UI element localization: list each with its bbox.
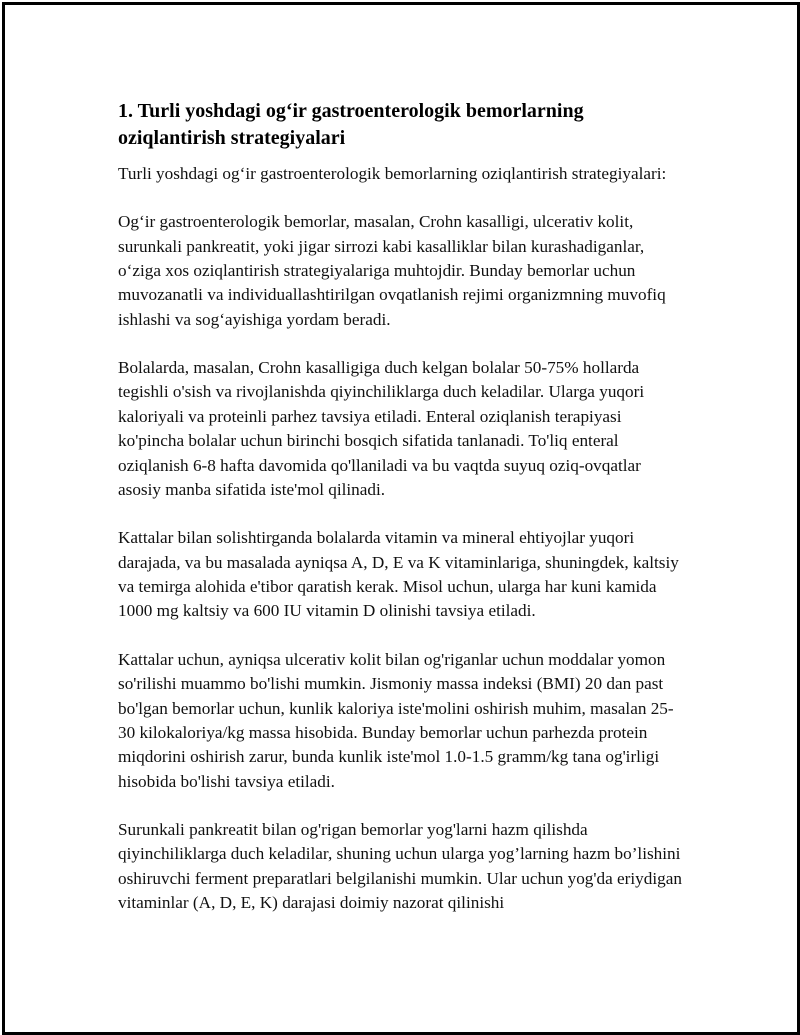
- document-page: [2, 2, 800, 1035]
- paragraph-adults: Kattalar uchun, ayniqsa ulcerativ kolit bilan og'riganlar uchun moddalar yomon so'rilishi muammo bo'lishi mumkin. Jismoniy massa indeksi (BMI) 20 dan past bo'lgan bemorlar uchun, kunlik kaloriya iste'molini oshirish muhim, masalan 25-30 kilokaloriya/kg massa hisobida. Bunday bemorlar uchun parhezda protein miqdorini oshirish zarur, bunda kunlik iste'mol 1.0-1.5 gramm/kg tana og'irligi hisobida bo'lishi tavsiya etiladi.: [118, 649, 674, 791]
- section-heading: 1. Turli yoshdagi og‘ir gastroenterologik bemorlarning oziqlantirish strategiyalari: [118, 100, 584, 149]
- paragraph-intro: Turli yoshdagi og‘ir gastroenterologik bemorlarning oziqlantirish strategiyalari:: [118, 164, 667, 183]
- paragraph-pancreatitis: Surunkali pankreatit bilan og'rigan bemorlar yog'larni hazm qilishda qiyinchiliklarga duch keladilar, shuning uchun ularga yog’larning hazm bo’lishini oshiruvchi ferment preparatlari belgilanishi mumkin. Ular uchun yog'da eriydigan vitaminlar (A, D, E, K) darajasi doimiy nazorat qilinishi: [118, 819, 682, 913]
- paragraph-overview: Og‘ir gastroenterologik bemorlar, masalan, Crohn kasalligi, ulcerativ kolit, surunkali pankreatit, yoki jigar sirrozi kabi kasalliklar bilan kurashadiganlar, o‘ziga xos oziqlantirish strategiyalariga muhtojdir. Bunday bemorlar uchun muvozanatli va individuallashtirilgan ovqatlanish rejimi organizmning muvofiq ishlashi va sog‘ayishiga yordam beradi.: [118, 212, 666, 329]
- paragraph-children: Bolalarda, masalan, Crohn kasalligiga duch kelgan bolalar 50-75% hollarda tegishli o'sish va rivojlanishda qiyinchiliklarga duch keladilar. Ularga yuqori kaloriyali va proteinli parhez tavsiya etiladi. Enteral oziqlanish terapiyasi ko'pincha bolalar uchun birinchi bosqich sifatida tanlanadi. To'liq enteral oziqlanish 6-8 hafta davomida qo'llaniladi va bu vaqtda suyuq oziq-ovqatlar asosiy manba sifatida iste'mol qilinadi.: [118, 358, 645, 500]
- paragraph-vitamins: Kattalar bilan solishtirganda bolalarda vitamin va mineral ehtiyojlar yuqori darajada, va bu masalada ayniqsa A, D, E va K vitaminlariga, shuningdek, kaltsiy va temirga alohida e'tibor qaratish kerak. Misol uchun, ularga har kuni kamida 1000 mg kaltsiy va 600 IU vitamin D olinishi tavsiya etiladi.: [118, 528, 679, 621]
- document-body: [118, 98, 684, 916]
